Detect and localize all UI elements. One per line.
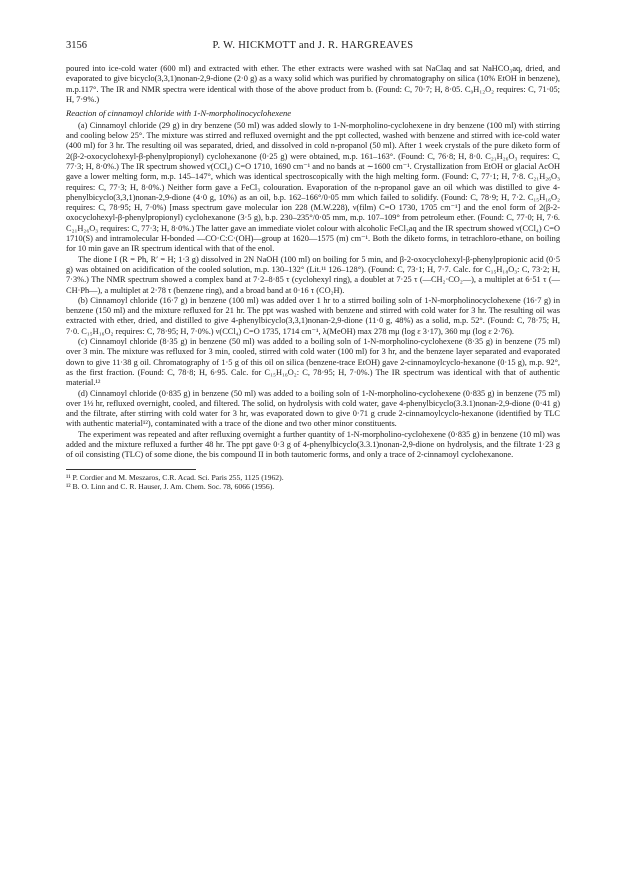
footnote-12: ¹² B. O. Linn and C. R. Hauser, J. Am. Chem. Soc. 78, 6066 (1956).	[66, 482, 275, 492]
journal-page	[66, 40, 560, 492]
paragraph-d: (d) Cinnamoyl chloride (0·835 g) in benzene (50 ml) was added to a boiling soln of 1-N-morpholino-cyclohexene (0·835 g) in benzene (75 ml) over 1½ hr, refluxed overnight, cooled, and filtered. The solid, on hydrolysis with cold water, gave 4-phenylbicyclo(3.3.1)nonan-2,9-dione (0·41 g) and the filtrate, after stirring with cold water for 3 hr, was evaporated down to give 0·71 g crude 2-cinnamoylcyclo-hexanone (identified by TLC with authentic material¹²), contaminated with a trace of the dione and two other minor constituents.	[66, 388, 560, 429]
page-header	[66, 40, 560, 54]
paragraph-b: (b) Cinnamoyl chloride (16·7 g) in benzene (100 ml) was added over 1 hr to a stirred boiling soln of 1-N-morpholinocyclohexene (16·7 g) in benzene (150 ml) and the mixture refluxed for 21 hr. The ppt was washed with benzene and stirred with cold water for 3 hr. The resulting oil was extracted with ether, dried, and distilled to give 4-phenylbicyclo(3,3,1)nonan-2,9-dione (11·0 g, 48%) as a solid, m.p. 52°. (Found: C, 78·75; H, 7·0. C₁₅H₁₆O₂ requires: C, 78·95; H, 7·0%.) ν(CCl₄) C=O 1735, 1714 cm⁻¹, λ(MeOH) max 278 mμ (log ε 3·17), 360 mμ (log ε 2·76).	[66, 295, 560, 336]
page-number: 3156	[66, 40, 87, 51]
paragraph-c: (c) Cinnamoyl chloride (8·35 g) in benzene (50 ml) was added to a boiling soln of 1-N-morpholino-cyclohexene (8·35 g) in benzene (75 ml) over 3 min. The mixture was refluxed for 3 min, cooled, stirred with cold water (100 ml) for 3 hr, and the benzene layer separated and evaporated down to give 11·38 g oil. Chromatography of 1·5 g of this oil on silica (benzene-trace EtOH) gave 2-cinnamoylcyclo-hexanone (0·15 g), m.p. 92°, as the first fraction. (Found: C, 78·8; H, 6·95. Calc. for C₁₅H₁₆O₂: C, 78·95; H, 7·0%.) The IR spectrum was identical with that of authentic material.¹²	[66, 337, 560, 388]
intro-paragraph: poured into ice-cold water (600 ml) and extracted with ether. The ether extracts were washed with sat NaClaq and sat NaHCO₃aq, dried, and evaporated to give bicyclo(3,3,1)nonan-2,9-dione (2·0 g) as a waxy solid which was purified by chromatography on silica (10% EtOH in benzene), m.p.117°. The IR and NMR spectra were identical with those of the above product from b. (Found: C, 70·7; H, 8·05. C₉H₁₂O₂ requires: C, 71·05; H, 7·9%.)	[66, 64, 560, 104]
paragraph-a: (a) Cinnamoyl chloride (29 g) in dry benzene (50 ml) was added slowly to 1-N-morpholino-cyclohexene in dry benzene (100 ml) with stirring and cooling below 25°. The mixture was stirred and refluxed overnight and the ppt collected, washed with benzene and stirred with ice-cold water (400 ml) for 3 hr. The resulting oil was separated, dried, and dissolved in cold n-propanol (50 ml). After 1 week crystals of the pure diketo form of 2(β-2-oxocyclohexyl-β-phenylpropionyl) cyclohexanone (0·25 g) were obtained, m.p. 161–163°. (Found: C, 76·8; H, 8·0. C₂₁H₂₆O₃ requires: C, 77·3; H, 8·0%.) The IR spectrum showed ν(CCl₄) C=O 1710, 1690 cm⁻¹ and no bands at ∼1600 cm⁻¹. Crystallization from EtOH or glacial AcOH gave a lower melting form, m.p. 145–147°, which was identical spectroscopically with the high melting form. (Found: C, 77·1; H, 7·8. C₂₁H₂₆O₃ requires: C, 77·3; H, 8·0%.) Neither form gave a FeCl₃ colouration. Evaporation of the n-propanol gave an oil which was distilled to give 4-phenylbicyclo(3,3,1)nonan-2,9-dione (4·0 g, 10%) as an oil, b.p. 162–166°/0·05 mm which failed to solidify. (Found: C, 78·9; H, 7·2. C₁₅H₁₆O₂ requires: C, 78·95; H, 7·0%) [mass spectrum gave molecular ion 228 (M.W.228), ν(film) C=O 1730, 1705 cm⁻¹] and the enol form of 2(β-2-oxocyclohexyl-β-phenylpropionyl) cyclohexanone (3·5 g), b.p. 230–235°/0·05 mm, m.p. 107–109° from petroleum ether. (Found: C, 77·0; H, 7·6. C₂₁H₂₆O₃ requires: C, 77·3; H, 8·0%.) The latter gave an immediate violet colour with alcoholic FeCl₃aq and the IR spectrum showed ν(CCl₄) C=O 1710(S) and intramolecular H-bonded —CO·C:C·(OH)—group at 1620—1575 (m) cm⁻¹. Both the diketo forms, in tetrachloro-ethane, on boiling for 10 min gave an IR spectrum identical with that of the enol.	[66, 120, 560, 254]
paragraph-dione-hydrolysis: The dione I (R = Ph, R′ = H; 1·3 g) dissolved in 2N NaOH (100 ml) on boiling for 5 min, and β-2-oxocyclohexyl-β-phenylpropionic acid (0·5 g) was obtained on acidification of the cooled solution, m.p. 130–132° (Lit.¹¹ 126–128°). (Found: C, 73·1; H, 7·7. Calc. for C₁₅H₁₈O₃: C, 73·2; H, 7·3%.) The NMR spectrum showed a complex band at 7·2–8·85 τ (cyclohexyl ring), a doublet at 7·25 τ (—CH₂·CO₂—), a multiplet at 6·51 τ (—CH·Ph—), a multiplet at 2·78 τ (benzene ring), and a broad band at 0·16 τ (CO₂H).	[66, 254, 560, 295]
paragraph-repeat-experiment: The experiment was repeated and after refluxing overnight a further quantity of 1-N-morpholino-cyclohexene (0·835 g) in benzene (10 ml) was added and the mixture refluxed a further 48 hr. The ppt gave 0·3 g of 4-phenylbicyclo(3.3.1)nonan-2,9-dione on hydrolysis, and the filtrate 1·23 g of oil consisting (TLC) of some dione, the bis compound II in both tautomeric forms, and only a trace of 2-cinnamoyl cyclohexanone.	[66, 429, 560, 460]
footnote-rule	[66, 469, 196, 470]
footnote-11: ¹¹ P. Cordier and M. Meszaros, C.R. Acad. Sci. Paris 255, 1125 (1962).	[66, 472, 284, 482]
section-heading: Reaction of cinnamoyl chloride with 1-N-morpholinocyclohexene	[66, 108, 292, 119]
running-title: P. W. HICKMOTT and J. R. HARGREAVES	[212, 40, 414, 51]
